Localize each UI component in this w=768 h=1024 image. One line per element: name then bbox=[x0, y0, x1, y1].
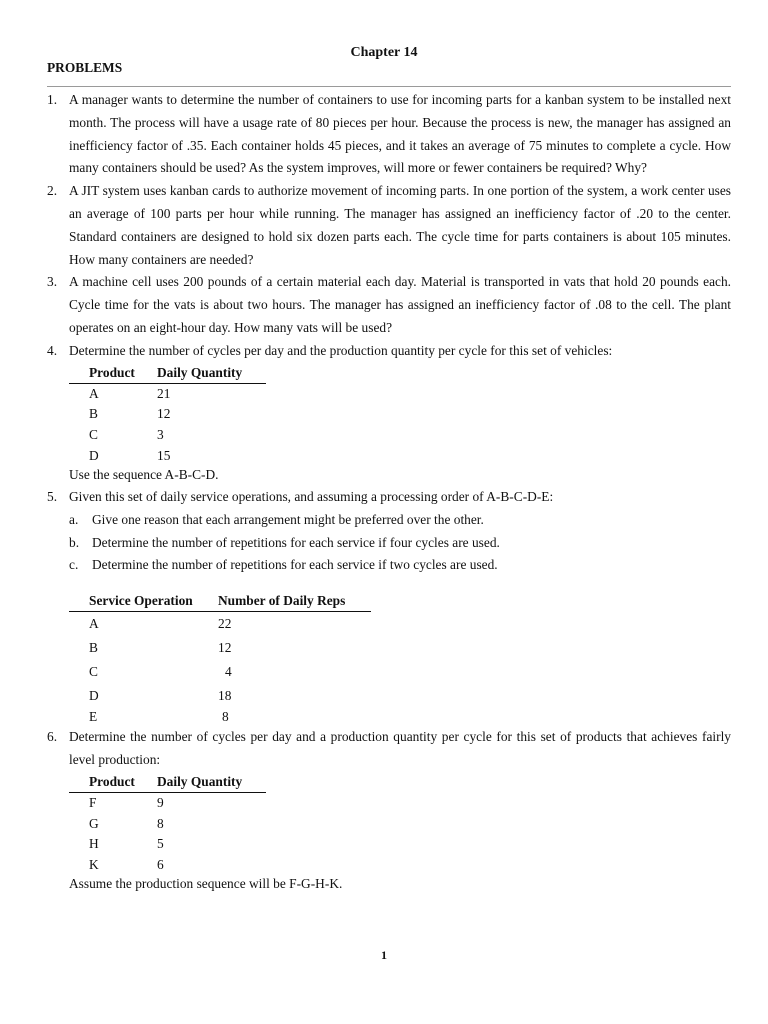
table-row bbox=[69, 445, 266, 466]
table-row bbox=[69, 660, 371, 684]
table-cell: K bbox=[89, 856, 99, 872]
problem-note: Assume the production sequence will be F-G-H-K. bbox=[69, 876, 343, 892]
table-cell: C bbox=[89, 664, 98, 680]
table-cell: E bbox=[89, 709, 98, 725]
table-cell: 9 bbox=[157, 795, 164, 811]
problem-text: Given this set of daily service operations, and assuming a processing order of A-B-C-D-E: bbox=[69, 488, 554, 504]
table-row bbox=[69, 404, 266, 425]
table-cell: F bbox=[89, 795, 97, 811]
table-cell: 3 bbox=[157, 427, 164, 443]
problem-note: Use the sequence A-B-C-D. bbox=[69, 466, 219, 482]
problem-number: 2. bbox=[47, 183, 58, 199]
problem-number: 5. bbox=[47, 488, 58, 504]
table-row bbox=[69, 708, 371, 726]
problem-text: Determine the number of cycles per day and the production quantity per cycle for this set of vehicles: bbox=[69, 342, 613, 358]
table-cell: 8 bbox=[157, 815, 164, 831]
subitem-letter: c. bbox=[69, 557, 79, 573]
table-header-quantity: Daily Quantity bbox=[157, 773, 266, 793]
table-cell: 4 bbox=[225, 664, 232, 680]
table-cell: G bbox=[89, 815, 99, 831]
table-cell: D bbox=[89, 447, 99, 463]
problem-1 bbox=[47, 89, 731, 180]
table-header-operation: Service Operation bbox=[69, 591, 218, 612]
table-cell: B bbox=[89, 640, 98, 656]
table-cell: H bbox=[89, 836, 99, 852]
table-header-quantity: Daily Quantity bbox=[157, 364, 266, 384]
problem-number: 4. bbox=[47, 342, 58, 358]
table-row bbox=[69, 636, 371, 660]
table-header-product: Product bbox=[69, 773, 157, 793]
table-cell: 22 bbox=[218, 616, 232, 632]
table-header-row bbox=[69, 364, 266, 384]
chapter-title: Chapter 14 bbox=[350, 45, 418, 60]
problem-5 bbox=[47, 486, 731, 509]
table-cell: A bbox=[89, 385, 99, 401]
header-divider bbox=[47, 86, 731, 87]
subitem-text: Give one reason that each arrangement might be preferred over the other. bbox=[92, 511, 484, 527]
table-row bbox=[69, 813, 266, 834]
problem-text: A machine cell uses 200 pounds of a certain material each day. Material is transported in vats that hold 20 pounds each. Cycle time for the vats is about two hours. The manager has assigned an inefficiency factor of .08 to the cell. The plant operates on an eight-hour day. How many vats will be used? bbox=[69, 274, 731, 335]
table-header-row bbox=[69, 773, 266, 793]
table-row bbox=[69, 612, 371, 637]
table-cell: C bbox=[89, 427, 98, 443]
table-cell: D bbox=[89, 688, 99, 704]
table-cell: 6 bbox=[157, 856, 164, 872]
subitem-b bbox=[69, 532, 731, 555]
section-heading: PROBLEMS bbox=[47, 60, 123, 75]
problem-text: A manager wants to determine the number of containers to use for incoming parts for a kanban system to be installed next month. The process will have a usage rate of 80 pieces per hour. Because the process is new, the manager has assigned an inefficiency factor of .35. Each container holds 45 pieces, and it takes an average of 75 minutes to complete a cycle. How many containers should be used? As the system improves, will more or fewer containers be required? Why? bbox=[69, 92, 731, 176]
subitem-text: Determine the number of repetitions for each service if four cycles are used. bbox=[92, 534, 500, 550]
subitem-letter: a. bbox=[69, 511, 79, 527]
problem-number: 6. bbox=[47, 729, 58, 745]
table-cell: 12 bbox=[218, 640, 232, 656]
problem-number: 1. bbox=[47, 92, 58, 107]
page-number: 1 bbox=[381, 948, 387, 962]
table-row bbox=[69, 684, 371, 708]
subitem-c bbox=[69, 554, 731, 577]
table-row bbox=[69, 383, 266, 404]
table-cell: 8 bbox=[222, 709, 229, 725]
problem-2 bbox=[47, 180, 731, 271]
problems-list bbox=[47, 89, 731, 893]
table-cell: 18 bbox=[218, 688, 232, 704]
problem-text: A JIT system uses kanban cards to authorize movement of incoming parts. In one portion of the system, a work center uses an average of 100 parts per hour while running. The manager has assigned an inefficiency factor of .20 to the center. Standard containers are designed to hold six dozen parts each. The cycle time for parts containers is about 105 minutes. How many containers are needed? bbox=[69, 183, 731, 267]
table-cell: A bbox=[89, 616, 99, 632]
table-cell: 5 bbox=[157, 836, 164, 852]
table-header-row bbox=[69, 591, 371, 612]
service-operations-table bbox=[69, 591, 371, 726]
subitem-letter: b. bbox=[69, 534, 80, 550]
problem-text: Determine the number of cycles per day and a production quantity per cycle for this set of products that achieves fairly level production: bbox=[69, 729, 731, 767]
problem-number: 3. bbox=[47, 274, 58, 290]
subitem-list bbox=[69, 509, 731, 577]
table-row bbox=[69, 855, 266, 876]
problem-3 bbox=[47, 271, 731, 339]
problem-6 bbox=[47, 726, 731, 772]
table-header-product: Product bbox=[69, 364, 157, 384]
table-row bbox=[69, 834, 266, 855]
table-header-reps: Number of Daily Reps bbox=[218, 591, 371, 612]
table-row bbox=[69, 425, 266, 446]
table-row bbox=[69, 792, 266, 813]
table-cell: 12 bbox=[157, 406, 171, 422]
product-quantity-table bbox=[69, 773, 266, 875]
subitem-a bbox=[69, 509, 731, 532]
problem-4 bbox=[47, 340, 731, 363]
table-cell: 21 bbox=[157, 385, 171, 401]
table-cell: 15 bbox=[157, 447, 171, 463]
table-cell: B bbox=[89, 406, 98, 422]
vehicle-quantity-table bbox=[69, 364, 266, 466]
subitem-text: Determine the number of repetitions for each service if two cycles are used. bbox=[92, 557, 498, 573]
